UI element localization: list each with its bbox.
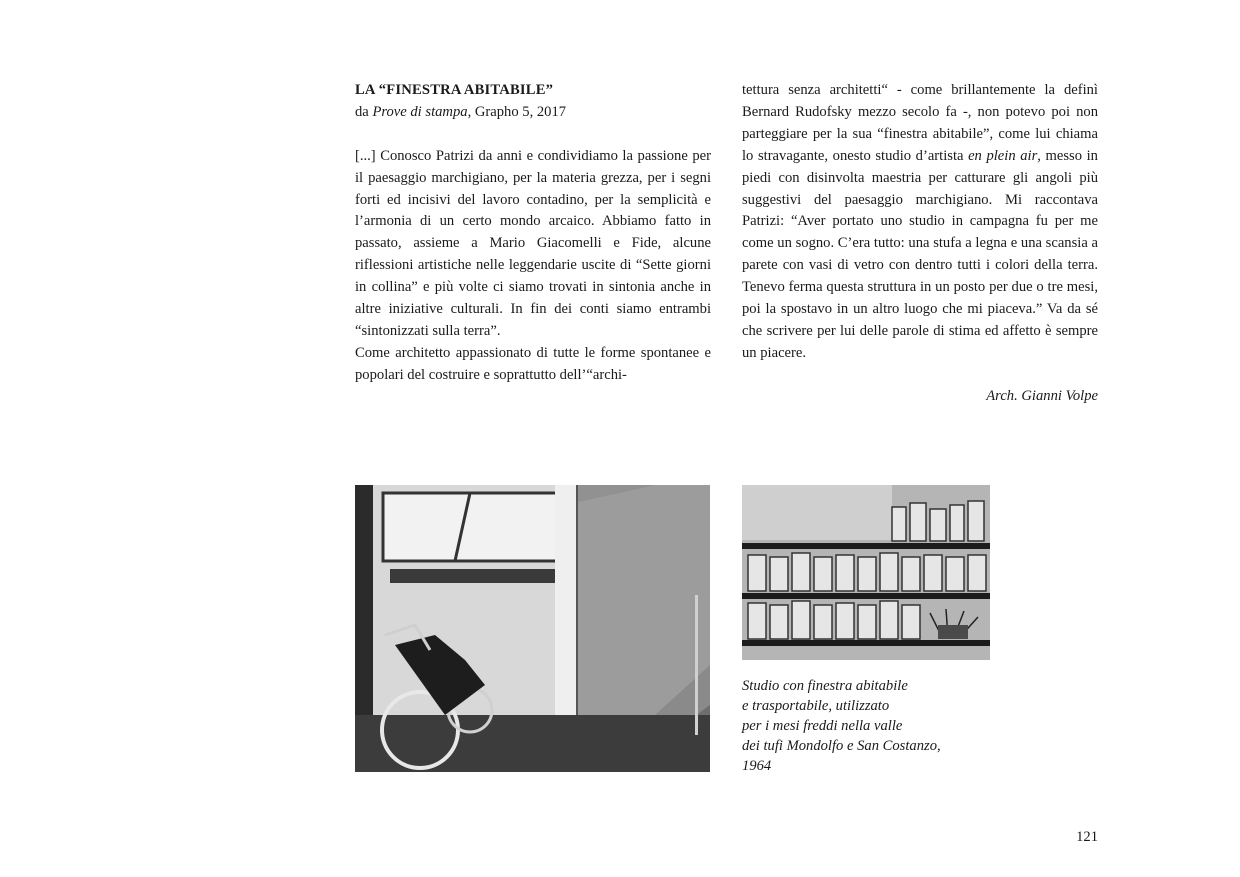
article-title: LA “FINESTRA ABITABILE”	[355, 82, 554, 98]
photo-studio-shelves	[742, 485, 990, 660]
photo-studio-shelves-image	[742, 485, 990, 660]
source-suffix: , Grapho 5, 2017	[467, 103, 567, 120]
text-column-right	[742, 80, 1098, 408]
source-work: Prove di stampa	[372, 103, 468, 120]
signature: Arch. Gianni Volpe	[986, 387, 1098, 404]
paragraph-1: [...] Conosco Patrizi da anni e condividiamo la passione per il paesaggio marchigiano, per la materia grezza, per i segni forti ed incisivi del lavoro contadino, per la semplicità e l’armonia di un certo mondo arcaico. Abbiamo fatto in passato, assieme a Mario Giacomelli e Fide, alcune riflessioni artistiche nelle leggendarie uscite di “Sette giorni in collina” e più volte ci siamo trovati in sintonia anche in altre iniziative culturali. In fin dei conti siamo entrambi “sintonizzati sulla terra”.	[355, 147, 711, 339]
article-source	[355, 102, 711, 124]
caption-line: e trasportabile, utilizzato	[742, 698, 890, 714]
caption-line: 1964	[742, 758, 772, 774]
page-number: 121	[1076, 829, 1098, 845]
caption-line: Studio con finestra abitabile	[742, 678, 908, 694]
paragraph-3-part-1: tettura senza architetti“ - come brillantemente la definì Bernard Rudofsky mezzo secolo fa -, non potevo poi non parteggiare per la sua “finestra abitabile”, come lui chiama lo stravagante, onesto studio d’artista	[742, 82, 1098, 164]
paragraph-3-part-2: , messo in piedi con disinvolta maestria per catturare gli angoli più suggestivi del paesaggio marchigiano. Mi raccontava Patrizi: “Aver portato uno studio in campagna fu per me come un sogno. C’era tutto: una stufa a legna e una scansia a parete con vasi di vetro con dentro tutti i colori della terra. Tenevo ferma questa struttura in un posto per due o tre mesi, poi la spostavo in un altro luogo che mi piaceva.” Va da sé che scrivere per lui delle parole di stima ed affetto è sempre un piacere.	[742, 147, 1098, 361]
caption-line: dei tufi Mondolfo e San Costanzo,	[742, 738, 941, 754]
photo-studio-exterior	[355, 485, 710, 772]
paragraph-2: Come architetto appassionato di tutte le forme spontanee e popolari del costruire e soprattutto dell’“archi-	[355, 344, 711, 383]
paragraph-3-italic: en plein air	[968, 147, 1038, 164]
text-column-left	[355, 80, 711, 387]
source-prefix: da	[355, 103, 373, 120]
photo-caption	[742, 676, 1002, 776]
paragraph-3	[742, 80, 1098, 365]
caption-line: per i mesi freddi nella valle	[742, 718, 903, 734]
photo-studio-exterior-image	[355, 485, 710, 772]
